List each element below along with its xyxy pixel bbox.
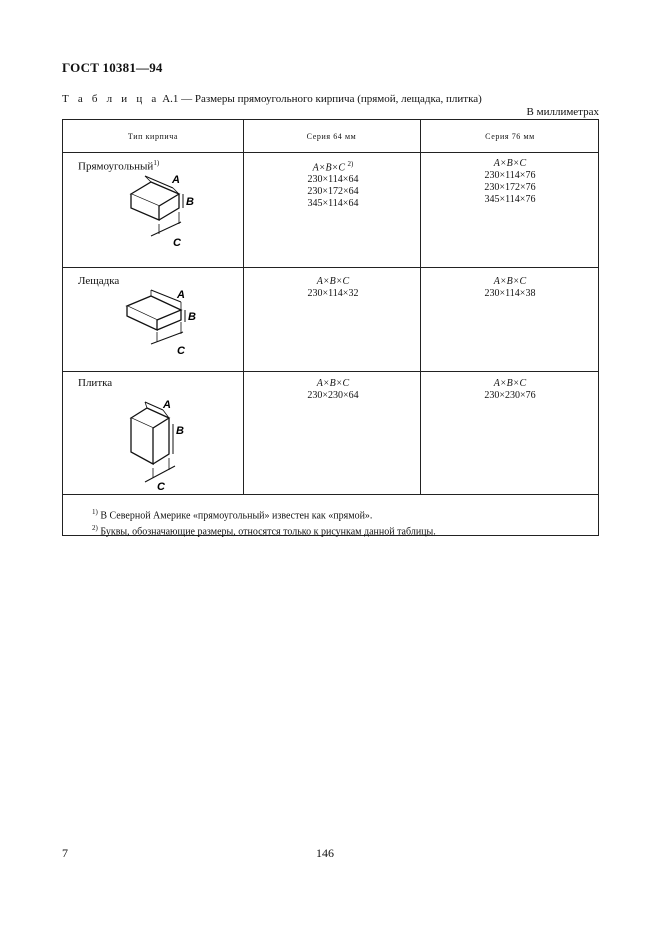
dimension-label-c: C bbox=[157, 481, 165, 493]
table-caption bbox=[62, 93, 482, 105]
footnote-mark: 2) bbox=[347, 160, 354, 168]
row-divider bbox=[63, 494, 598, 495]
dimension-label-a: A bbox=[163, 399, 171, 411]
type-label: Лещадка bbox=[78, 275, 120, 287]
table-footnotes bbox=[92, 506, 436, 539]
series-64-rectangular bbox=[245, 158, 421, 210]
page-number-center: 146 bbox=[316, 846, 334, 860]
footnote-2: $^{2)}$ Буквы, обозначающие размеры, относятся только к рисункам данной таблицы. bbox=[92, 524, 436, 538]
column-divider bbox=[243, 120, 244, 494]
dimension-label-b: B bbox=[188, 311, 196, 323]
caption-text: А.1 — Размеры прямоугольного кирпича (прямой, лещадка, плитка) bbox=[159, 93, 482, 105]
size-value: 230×230×64 bbox=[307, 390, 359, 401]
header-series-64: Серия 64 мм bbox=[306, 131, 357, 141]
size-value: 345×114×76 bbox=[484, 194, 536, 205]
caption-prefix: Т а б л и ц а bbox=[62, 93, 160, 105]
row-divider bbox=[63, 267, 598, 268]
header-series-76: Серия 76 мм bbox=[485, 131, 535, 141]
type-flat bbox=[78, 275, 119, 287]
dimension-label-a: A bbox=[177, 289, 185, 301]
header-divider bbox=[63, 152, 598, 153]
type-label: Плитка bbox=[78, 377, 113, 389]
size-value: 230×114×32 bbox=[307, 288, 359, 299]
type-rectangular bbox=[78, 159, 159, 173]
flat-brick-diagram bbox=[121, 284, 201, 364]
tile-brick-diagram bbox=[125, 394, 193, 492]
row-divider bbox=[63, 371, 598, 372]
brick-dimensions-table bbox=[62, 119, 599, 536]
size-value: 230×114×38 bbox=[484, 288, 536, 299]
size-value: 230×230×76 bbox=[484, 390, 536, 401]
footnote-1: $^{1)}$ В Северной Америке «прямоугольный» известен как «прямой». bbox=[92, 508, 373, 522]
size-formula: A×B×C $^{2)}$ bbox=[312, 160, 354, 174]
size-formula: A×B×C bbox=[493, 378, 527, 389]
size-formula: A×B×C bbox=[316, 378, 350, 389]
series-76-rectangular bbox=[422, 158, 598, 206]
units-note: В миллиметрах bbox=[526, 106, 599, 118]
type-tile bbox=[78, 377, 112, 389]
series-76-tile bbox=[422, 378, 598, 402]
dimension-label-b: B bbox=[176, 425, 184, 437]
size-value: 230×114×76 bbox=[484, 170, 536, 181]
dimension-label-a: A bbox=[172, 174, 180, 186]
dimension-label-c: C bbox=[177, 345, 185, 357]
size-value: 230×172×64 bbox=[307, 186, 359, 198]
size-value: 345×114×64 bbox=[307, 198, 359, 210]
dimension-label-c: C bbox=[173, 237, 181, 249]
page-number-left: 7 bbox=[62, 846, 68, 860]
rectangular-brick-diagram bbox=[123, 172, 193, 250]
size-formula: A×B×C bbox=[493, 158, 527, 169]
series-76-flat bbox=[422, 276, 598, 300]
dimension-label-b: B bbox=[186, 196, 194, 208]
size-value: 230×172×76 bbox=[484, 182, 536, 193]
size-value: 230×114×64 bbox=[307, 174, 359, 186]
series-64-flat bbox=[245, 276, 421, 300]
size-formula: A×B×C bbox=[316, 276, 350, 287]
type-label: Прямоугольный bbox=[78, 160, 154, 173]
header-brick-type: Тип кирпича bbox=[127, 131, 179, 141]
document-header: ГОСТ 10381—94 bbox=[62, 60, 163, 75]
series-64-tile bbox=[245, 378, 421, 402]
footnote-mark: 1) bbox=[153, 159, 160, 167]
size-formula: A×B×C bbox=[493, 276, 527, 287]
